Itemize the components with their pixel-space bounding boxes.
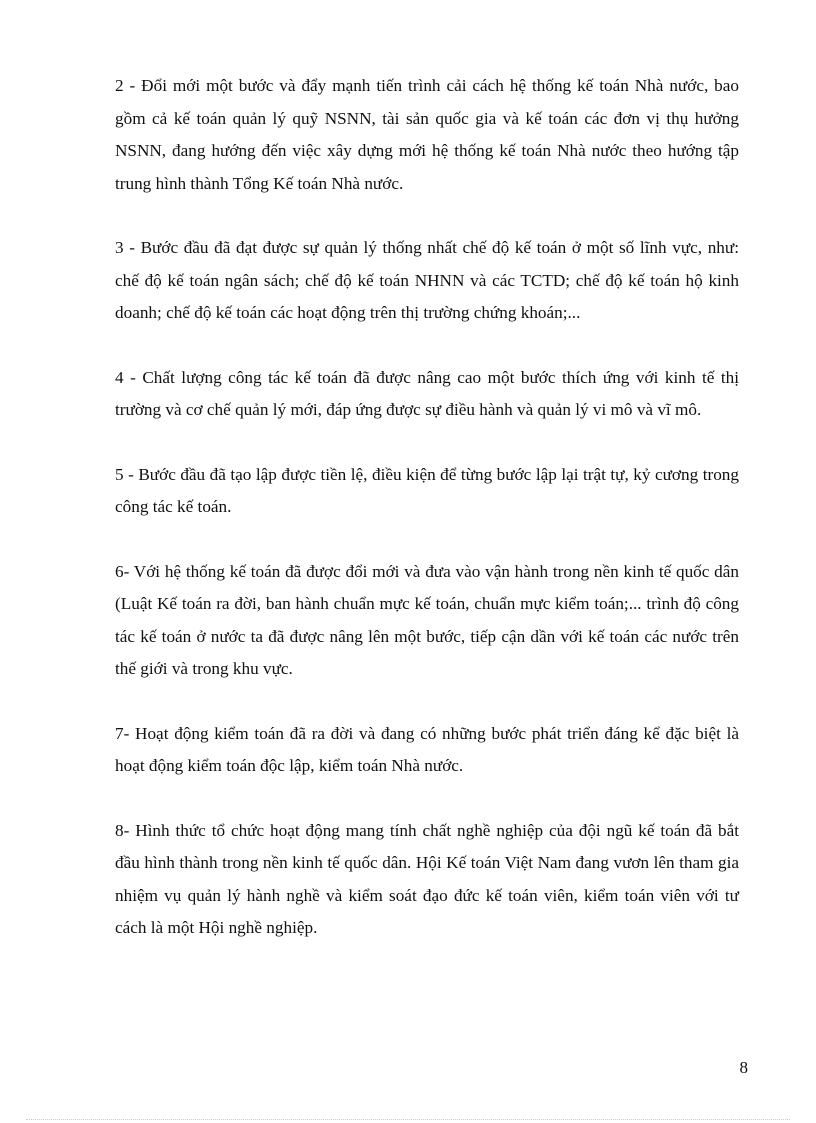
paragraph-5: 5 - Bước đầu đã tạo lập được tiền lệ, điều kiện để từng bước lập lại trật tự, kỷ cương trong công tác kế toán. <box>115 464 739 516</box>
paragraph-6: 6- Với hệ thống kế toán đã được đổi mới và đưa vào vận hành trong nền kinh tế quốc dân (Luật Kế toán ra đời, ban hành chuẩn mực kế toán, chuẩn mực kiểm toán;... trình độ công tác kế toán ở nước ta đã được nâng lên một bước, tiếp cận dần với kế toán các nước trên thế giới và trong khu vực. <box>115 561 739 678</box>
paragraph-2: 2 - Đổi mới một bước và đẩy mạnh tiến trình cải cách hệ thống kế toán Nhà nước, bao gồm cả kế toán quản lý quỹ NSNN, tài sản quốc gia và kế toán các đơn vị thụ hưởng NSNN, đang hướng đến việc xây dựng mới hệ thống kế toán Nhà nước theo hướng tập trung hình thành Tổng Kế toán Nhà nước. <box>115 76 739 193</box>
paragraph-7: 7- Hoạt động kiểm toán đã ra đời và đang có những bước phát triển đáng kể đặc biệt là hoạt động kiểm toán độc lập, kiểm toán Nhà nước. <box>115 723 739 775</box>
page-bottom-divider <box>26 1119 790 1120</box>
paragraph-3: 3 - Bước đầu đã đạt được sự quản lý thống nhất chế độ kế toán ở một số lĩnh vực, như: chế độ kế toán ngân sách; chế độ kế toán NHNN và các TCTD; chế độ kế toán hộ kinh doanh; chế độ kế toán các hoạt động trên thị trường chứng khoán;... <box>115 238 739 322</box>
page-number: 8 <box>739 1058 748 1077</box>
paragraph-4: 4 - Chất lượng công tác kế toán đã được nâng cao một bước thích ứng với kinh tế thị trường và cơ chế quản lý mới, đáp ứng được sự điều hành và quản lý vi mô và vĩ mô. <box>115 367 739 419</box>
document-body <box>115 70 739 977</box>
paragraph-8: 8- Hình thức tổ chức hoạt động mang tính chất nghề nghiệp của đội ngũ kế toán đã bắt đầu hình thành trong nền kinh tế quốc dân. Hội Kế toán Việt Nam đang vươn lên tham gia nhiệm vụ quản lý hành nghề và kiểm soát đạo đức kế toán viên, kiểm toán viên với tư cách là một Hội nghề nghiệp. <box>115 820 739 937</box>
